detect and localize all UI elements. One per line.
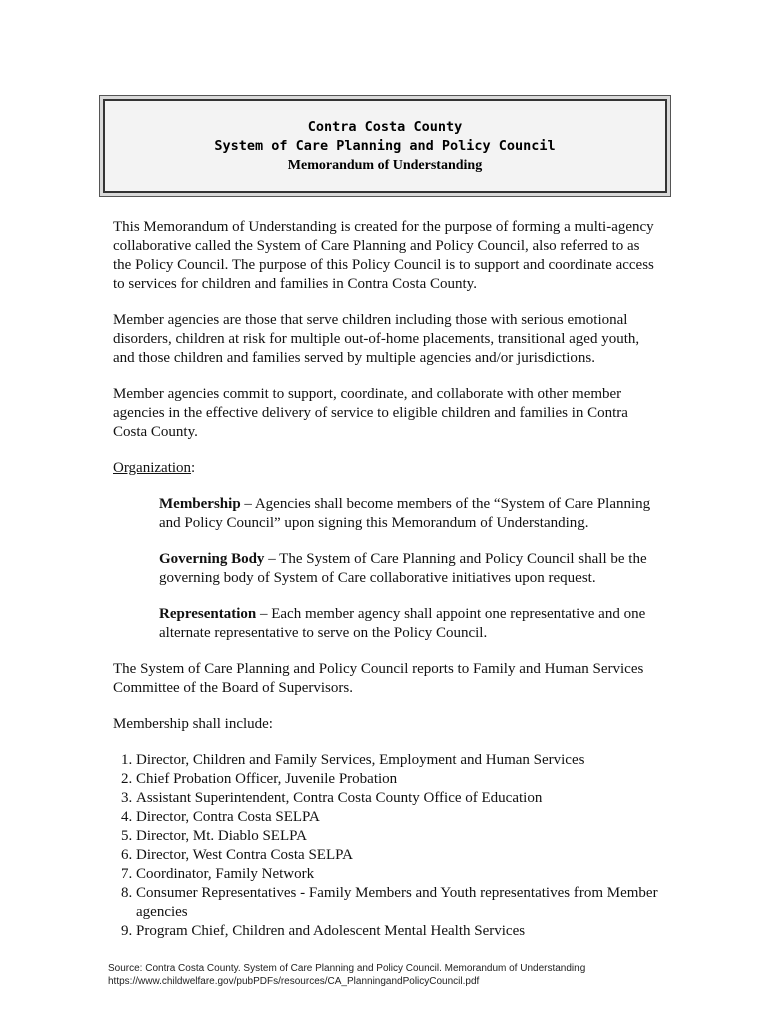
membership-clause [159,495,661,533]
organization-heading-text: Organization [113,460,192,476]
county-title: Contra Costa County [307,118,463,135]
organization-heading [113,459,661,478]
list-item: 1. Director, Children and Family Services, Employment and Human Services [136,751,661,770]
source-url: https://www.childwelfare.gov/pubPDFs/resources/CA_PlanningandPolicyCouncil.pdf [108,976,480,987]
list-item: 5. Director, Mt. Diablo SELPA [136,827,661,846]
representation-text: – Each member agency shall appoint one representative and one alternate representative to serve on the Policy Council. [159,606,646,641]
list-item: 7. Coordinator, Family Network [136,865,661,884]
list-item: 9. Program Chief, Children and Adolescent Mental Health Services [136,922,661,941]
document-subtitle: Memorandum of Understanding [287,157,483,173]
representation-clause [159,605,661,643]
governing-body-clause [159,550,661,588]
reports-paragraph: The System of Care Planning and Policy Council reports to Family and Human Services Committee of the Board of Supervisors. [113,661,644,696]
membership-intro: Membership shall include: [113,716,273,732]
membership-text: – Agencies shall become members of the “System of Care Planning and Policy Council” upon signing this Memorandum of Understanding. [159,496,651,531]
organization-heading-colon: : [191,460,196,476]
source-footnote [108,962,728,988]
governing-body-text: – The System of Care Planning and Policy Council shall be the governing body of System of Care collaborative initiatives upon request. [159,551,647,586]
title-box [99,95,671,197]
source-citation: Source: Contra Costa County. System of Care Planning and Policy Council. Memorandum of Understanding [108,963,586,974]
commitment-paragraph: Member agencies commit to support, coordinate, and collaborate with other member agencies in the effective delivery of service to eligible children and families in Contra Costa County. [113,386,628,440]
list-item: 6. Director, West Contra Costa SELPA [136,846,661,865]
membership-term: Membership [159,496,241,512]
title-box-inner [103,99,667,193]
document-body [113,218,661,941]
governing-body-term: Governing Body [159,551,265,567]
list-item: 4. Director, Contra Costa SELPA [136,808,661,827]
purpose-paragraph: This Memorandum of Understanding is created for the purpose of forming a multi-agency collaborative called the System of Care Planning and Policy Council, also referred to as the Policy Council. The purpose of this Policy Council is to support and coordinate access to services for children and families in Contra Costa County. [113,219,654,292]
membership-list [113,751,661,941]
list-item: 8. Consumer Representatives - Family Members and Youth representatives from Member agencies [136,884,661,922]
council-title: System of Care Planning and Policy Council [214,137,556,154]
representation-term: Representation [159,606,257,622]
list-item: 3. Assistant Superintendent, Contra Costa County Office of Education [136,789,661,808]
list-item: 2. Chief Probation Officer, Juvenile Probation [136,770,661,789]
member-agencies-paragraph: Member agencies are those that serve children including those with serious emotional disorders, children at risk for multiple out-of-home placements, transitional aged youth, and those children and families served by multiple agencies and/or jurisdictions. [113,312,640,366]
